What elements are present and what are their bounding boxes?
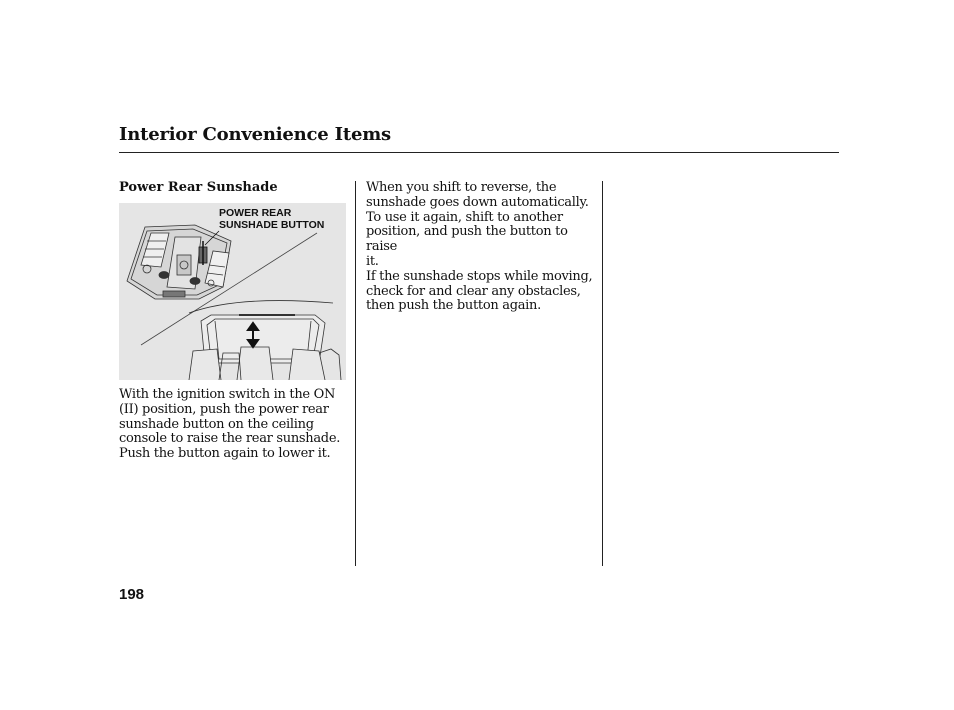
text-line: sunshade button on the ceiling — [119, 416, 314, 432]
title-rule — [119, 152, 839, 153]
page-number: 198 — [119, 586, 145, 603]
column-divider-left — [355, 181, 356, 566]
callout-label — [219, 207, 324, 231]
subheading: Power Rear Sunshade — [119, 180, 278, 195]
callout-line-1: POWER REAR — [219, 207, 292, 219]
text-line: When you shift to reverse, the — [366, 180, 557, 195]
text-line: Push the button again to lower it. — [119, 446, 331, 462]
text-line: then push the button again. — [366, 298, 541, 314]
text-line: (II) position, push the power rear — [119, 401, 329, 417]
section-title: Interior Convenience Items — [119, 124, 391, 145]
text-line: position, and push the button to raise — [366, 224, 568, 255]
text-line: If the sunshade stops while moving, — [366, 268, 593, 284]
sunshade-illustration — [119, 203, 346, 380]
text-line: it. — [366, 253, 379, 269]
left-paragraph — [119, 388, 347, 462]
middle-paragraphs — [366, 181, 598, 314]
callout-line-2: SUNSHADE BUTTON — [219, 219, 325, 231]
column-divider-right — [602, 181, 603, 566]
text-line: console to raise the rear sunshade. — [119, 431, 341, 447]
text-line: check for and clear any obstacles, — [366, 283, 581, 299]
text-line: To use it again, shift to another — [366, 209, 563, 225]
text-line: With the ignition switch in the ON — [119, 387, 336, 402]
text-line: sunshade goes down automatically. — [366, 194, 589, 210]
